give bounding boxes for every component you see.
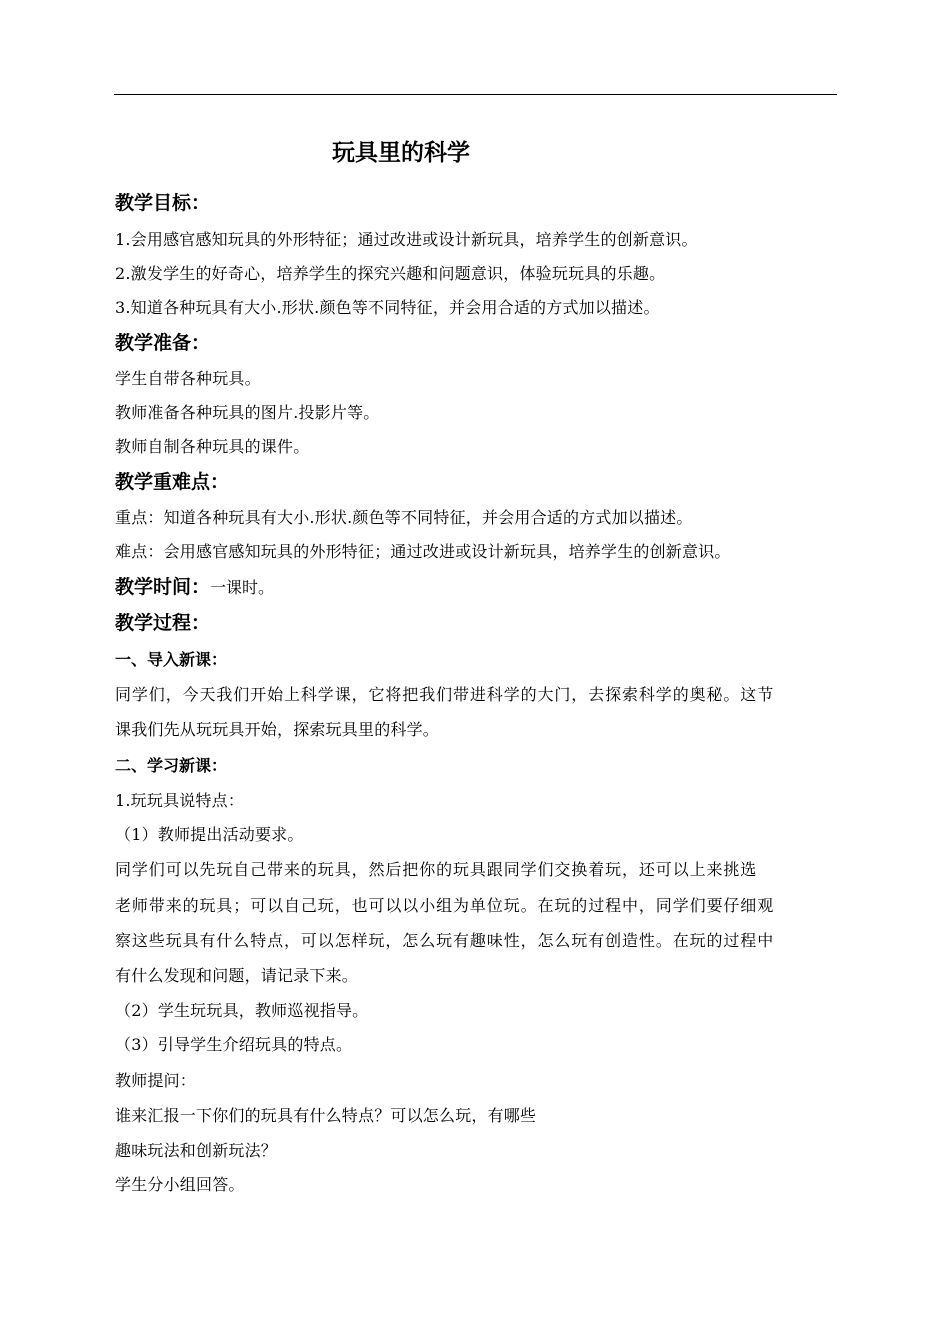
section2-line: 有什么发现和问题，请记录下来。 xyxy=(115,966,359,985)
goal-item: 2.激发学生的好奇心，培养学生的探究兴趣和问题意识，体验玩玩具的乐趣。 xyxy=(115,264,666,283)
section2-line: 同学们可以先玩自己带来的玩具，然后把你的玩具跟同学们交换着玩，还可以上来挑选 xyxy=(115,860,758,879)
prep-item: 教师自制各种玩具的课件。 xyxy=(115,437,310,456)
section2-line: （1）教师提出活动要求。 xyxy=(115,825,304,844)
key-point-item: 重点：知道各种玩具有大小.形状.颜色等不同特征，并会用合适的方式加以描述。 xyxy=(115,508,693,527)
prep-item: 教师准备各种玩具的图片.投影片等。 xyxy=(115,403,380,422)
section2-line: （3）引导学生介绍玩具的特点。 xyxy=(115,1035,353,1054)
key-point-item: 难点：会用感官感知玩具的外形特征；通过改进或设计新玩具，培养学生的创新意识。 xyxy=(115,542,731,561)
goals-heading: 教学目标： xyxy=(115,192,211,214)
section1-line: 同学们，今天我们开始上科学课，它将把我们带进科学的大门，去探索科学的奥秘。这节 xyxy=(115,685,775,704)
section2-line: （2）学生玩玩具，教师巡视指导。 xyxy=(115,1001,369,1020)
section2-line: 1.玩玩具说特点： xyxy=(115,791,245,810)
time-row xyxy=(115,572,274,599)
prep-heading: 教学准备： xyxy=(115,332,211,354)
section2-line: 趣味玩法和创新玩法？ xyxy=(115,1141,278,1160)
section2-line: 老师带来的玩具；可以自己玩，也可以以小组为单位玩。在玩的过程中，同学们要仔细观 xyxy=(115,896,775,915)
goal-item: 3.知道各种玩具有大小.形状.颜色等不同特征，并会用合适的方式加以描述。 xyxy=(115,298,660,317)
goal-item: 1.会用感官感知玩具的外形特征；通过改进或设计新玩具，培养学生的创新意识。 xyxy=(115,230,698,249)
section2-line: 学生分小组回答。 xyxy=(115,1175,245,1194)
section1-heading: 一、导入新课： xyxy=(115,650,228,669)
time-value: 一课时。 xyxy=(210,578,275,597)
key-points-heading: 教学重难点： xyxy=(115,471,230,493)
prep-item: 学生自带各种玩具。 xyxy=(115,369,261,388)
page-title: 玩具里的科学 xyxy=(332,140,470,166)
header-rule xyxy=(114,94,837,95)
section2-heading: 二、学习新课： xyxy=(115,756,228,775)
section2-line: 察这些玩具有什么特点，可以怎样玩，怎么玩有趣味性，怎么玩有创造性。在玩的过程中 xyxy=(115,931,775,950)
section1-line: 课我们先从玩玩具开始，探索玩具里的科学。 xyxy=(115,720,440,739)
section2-line: 教师提问： xyxy=(115,1071,197,1090)
process-heading: 教学过程： xyxy=(115,612,211,634)
section2-line: 谁来汇报一下你们的玩具有什么特点？可以怎么玩，有哪些 xyxy=(115,1106,537,1125)
time-heading: 教学时间： xyxy=(115,576,211,598)
